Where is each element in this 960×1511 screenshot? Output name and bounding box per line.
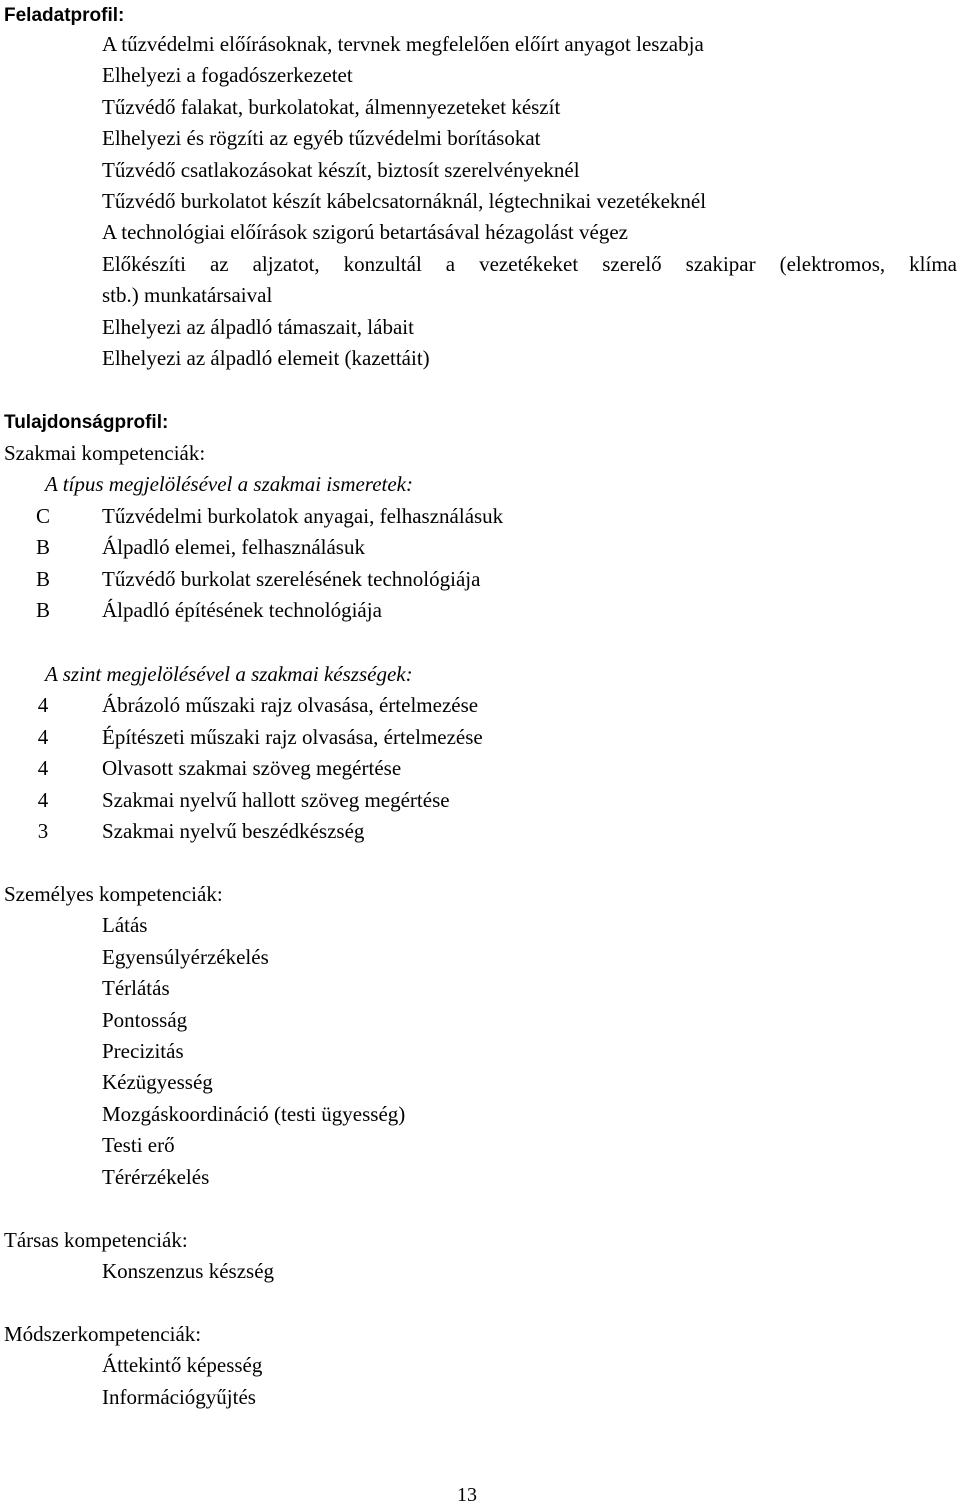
list-item: Mozgáskoordináció (testi ügyesség) (102, 1101, 406, 1126)
keszseg-row (0, 816, 960, 847)
tulajdonsagprofil-heading: Tulajdonságprofil: (4, 412, 169, 433)
list-item: Térérzékelés (102, 1164, 210, 1189)
list-item: Térlátás (102, 976, 170, 1001)
list-item: Információgyűjtés (102, 1384, 256, 1409)
ismeret-text: Tűzvédő burkolat szerelésének technológiája (102, 566, 481, 591)
list-item: Látás (102, 913, 148, 938)
ismeret-text: Álpadló építésének technológiája (102, 597, 382, 622)
ismeret-row (0, 564, 960, 595)
list-item: Pontosság (102, 1007, 188, 1032)
list-item: Egyensúlyérzékelés (102, 944, 269, 969)
tarsas-label: Társas kompetenciák: (4, 1228, 188, 1252)
list-item: Elhelyezi a fogadószerkezetet (102, 63, 353, 88)
keszseg-level: 4 (37, 787, 49, 812)
ismeret-text: Álpadló elemei, felhasználásuk (102, 535, 365, 560)
list-item: Precizitás (102, 1038, 184, 1063)
keszseg-row (0, 722, 960, 753)
list-item: Tűzvédő falakat, burkolatokat, álmennyezeteket készít (102, 94, 561, 119)
szakmai-section (0, 438, 960, 626)
list-item: Elhelyezi az álpadló támaszait, lábait (102, 314, 414, 339)
list-item: Elhelyezi az álpadló elemeit (kazettáit) (102, 345, 430, 370)
keszseg-row (0, 753, 960, 784)
list-item: A technológiai előírások szigorú betartásával hézagolást végez (102, 220, 628, 245)
modszer-section (0, 1319, 960, 1413)
szemelyes-label: Személyes kompetenciák: (4, 882, 223, 906)
list-item: Kézügyesség (102, 1070, 213, 1095)
keszseg-text: Ábrázoló műszaki rajz olvasása, értelmezése (102, 693, 479, 718)
feladatprofil-heading: Feladatprofil: (4, 5, 125, 26)
keszseg-level: 3 (37, 818, 49, 843)
keszseg-text: Szakmai nyelvű beszédkészség (102, 818, 365, 843)
keszseg-text: Építészeti műszaki rajz olvasása, értelmezése (102, 724, 483, 749)
keszseg-text: Olvasott szakmai szöveg megértése (102, 756, 402, 781)
list-item: Konszenzus készség (102, 1259, 275, 1284)
ismeret-row (0, 501, 960, 532)
list-item: Elhelyezi és rögzíti az egyéb tűzvédelmi borításokat (102, 126, 541, 151)
keszsegek-intro: A szint megjelölésével a szakmai készségek: (45, 662, 413, 686)
szakmai-label: Szakmai kompetenciák: (4, 441, 206, 465)
szemelyes-section (0, 879, 960, 1193)
ismeret-row (0, 532, 960, 563)
keszseg-level: 4 (37, 724, 49, 749)
ismeret-code: B (35, 535, 50, 560)
ismeret-code: B (35, 566, 50, 591)
keszseg-row (0, 690, 960, 721)
ismeret-code: C (35, 503, 50, 528)
keszseg-text: Szakmai nyelvű hallott szöveg megértése (102, 787, 450, 812)
keszsegek-section (0, 659, 960, 847)
ismeret-row (0, 595, 960, 626)
list-item: Tűzvédő burkolatot készít kábelcsatornáknál, légtechnikai vezetékeknél (102, 188, 707, 213)
keszseg-level: 4 (37, 693, 49, 718)
ismeret-text: Tűzvédelmi burkolatok anyagai, felhasználásuk (102, 503, 504, 528)
keszseg-row (0, 785, 960, 816)
page-number: 13 (457, 1484, 477, 1506)
ismeretek-intro: A típus megjelölésével a szakmai ismeretek: (45, 472, 413, 497)
feladatprofil-list (0, 29, 960, 374)
list-item: Tűzvédő csatlakozásokat készít, biztosít szerelvényeknél (102, 157, 580, 182)
list-item: Áttekintő képesség (102, 1353, 263, 1378)
list-item-wrapped-line2: stb.) munkatársaival (102, 283, 273, 308)
ismeret-code: B (35, 597, 50, 622)
modszer-label: Módszerkompetenciák: (4, 1322, 202, 1346)
list-item: A tűzvédelmi előírásoknak, tervnek megfelelően előírt anyagot leszabja (102, 32, 704, 56)
list-item: Testi erő (102, 1133, 175, 1158)
tarsas-section (0, 1225, 960, 1288)
keszseg-level: 4 (37, 756, 49, 781)
list-item-wrapped-line1: Előkészíti az aljzatot, konzultál a vezetékeket szerelő szakipar (elektromos, klíma (102, 251, 957, 276)
